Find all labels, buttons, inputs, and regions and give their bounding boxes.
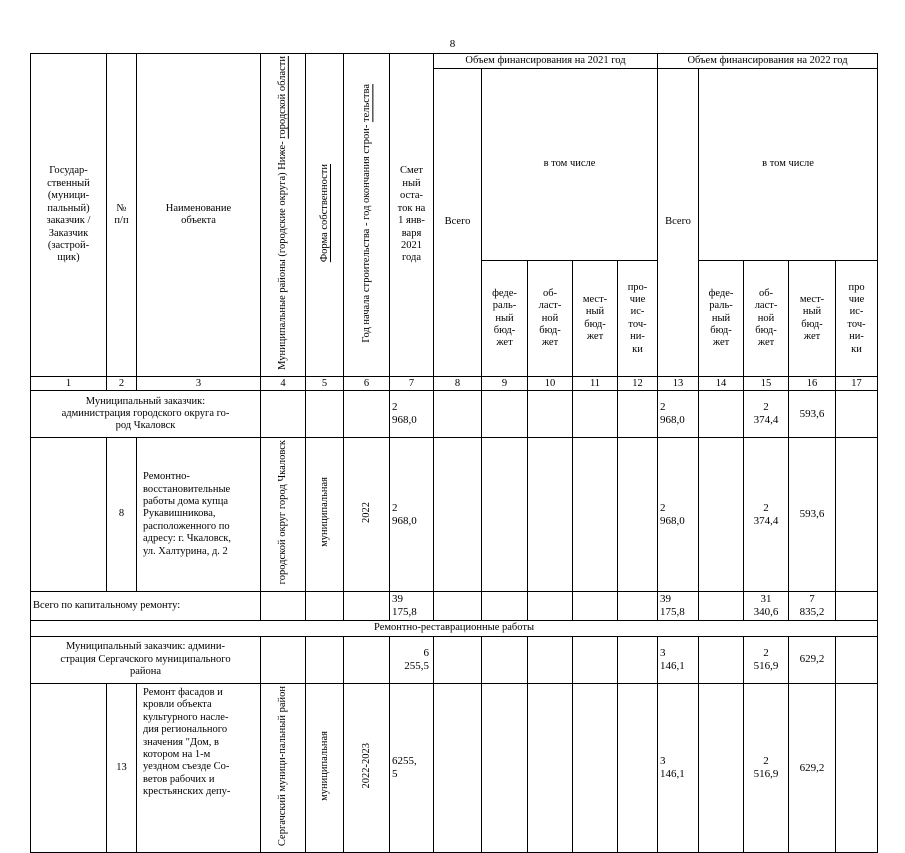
col-number: 4: [261, 377, 306, 391]
regional-2022-value: 2 516,9: [744, 683, 789, 853]
balance-value: 6255, 5: [390, 683, 434, 853]
col-number: 3: [137, 377, 261, 391]
table-row: [31, 391, 878, 438]
object-number: 8: [107, 438, 137, 592]
page-number: 8: [449, 38, 456, 50]
header-regional-2022: об- ласт- ной бюд- жет: [744, 261, 789, 377]
col-number: 11: [573, 377, 618, 391]
total-2022-value: 3 146,1: [658, 683, 699, 853]
total-label: Всего по капитальному ремонту:: [31, 591, 261, 620]
header-object: Наименование объекта: [137, 54, 261, 377]
object-ownership: муниципальная: [306, 438, 344, 592]
col-number: 10: [528, 377, 573, 391]
col-number: 5: [306, 377, 344, 391]
table-row: [31, 636, 878, 683]
header-num: № п/п: [107, 54, 137, 377]
total-2022-value: 2 968,0: [658, 391, 699, 438]
balance-value: 2 968,0: [390, 438, 434, 592]
col-number: 14: [699, 377, 744, 391]
header-including-2022: в том числе: [699, 69, 878, 261]
header-including-2021: в том числе: [482, 69, 658, 261]
header-other-2022: про чие ис- точ- ни- ки: [836, 261, 878, 377]
object-district: Сергачский муници-пальный район: [261, 683, 306, 853]
total-2022-value: 3 146,1: [658, 636, 699, 683]
header-local-2021: мест- ный бюд- жет: [573, 261, 618, 377]
header-total-2022: Всего: [658, 69, 699, 377]
local-2022-value: 7 835,2: [789, 591, 836, 620]
header-other-2021: про- чие ис- точ- ни- ки: [618, 261, 658, 377]
header-fin-2021: Объем финансирования на 2021 год: [434, 54, 658, 69]
regional-2022-value: 2 374,4: [744, 391, 789, 438]
financing-table: [30, 53, 878, 853]
object-years: 2022: [344, 438, 390, 592]
header-federal-2021: феде- раль- ный бюд- жет: [482, 261, 528, 377]
local-2022-value: 629,2: [789, 636, 836, 683]
balance-value: 2 968,0: [390, 391, 434, 438]
balance-value: 39 175,8: [390, 591, 434, 620]
col-number: 16: [789, 377, 836, 391]
object-number: 13: [107, 683, 137, 853]
col-number: 17: [836, 377, 878, 391]
total-2022-value: 39 175,8: [658, 591, 699, 620]
regional-2022-value: 2 516,9: [744, 636, 789, 683]
object-district: городской округ город Чкаловск: [261, 438, 306, 592]
customer-label: Муниципальный заказчик: админи- страция Сергачского муниципального района: [31, 636, 261, 683]
table-row: [31, 620, 878, 636]
section-header: Ремонтно-реставрационные работы: [31, 620, 878, 636]
col-number: 12: [618, 377, 658, 391]
local-2022-value: 593,6: [789, 391, 836, 438]
regional-2022-value: 31 340,6: [744, 591, 789, 620]
header-balance: Смет ный оста- ток на 1 янв- варя 2021 года: [390, 54, 434, 377]
object-ownership: муниципальная: [306, 683, 344, 853]
balance-value: 6 255,5: [390, 636, 434, 683]
header-years: Год начала строительства - год окончания строи- тельства: [344, 54, 390, 377]
col-number: 15: [744, 377, 789, 391]
object-name: Ремонтно- восстановительные работы дома купца Рукавишникова, расположенного по адресу: г. Чкаловск, ул. Халтурина, д. 2: [137, 438, 261, 592]
header-fin-2022: Объем финансирования на 2022 год: [658, 54, 878, 69]
col-number: 8: [434, 377, 482, 391]
header-customer: Государ- ственный (муници- пальный) заказчик / Заказчик (застрой- щик): [31, 54, 107, 377]
header-federal-2022: феде- раль- ный бюд- жет: [699, 261, 744, 377]
object-years: 2022-2023: [344, 683, 390, 853]
header-districts: Муниципальные районы (городские округа) Ниже- городской области: [261, 54, 306, 377]
table-row: [31, 438, 878, 592]
column-numbers-row: [31, 377, 878, 391]
col-number: 9: [482, 377, 528, 391]
table-row: [31, 683, 878, 853]
table-row: [31, 591, 878, 620]
local-2022-value: 593,6: [789, 438, 836, 592]
col-number: 13: [658, 377, 699, 391]
customer-label: Муниципальный заказчик: администрация городского округа го- род Чкаловск: [31, 391, 261, 438]
header-regional-2021: об- ласт- ной бюд- жет: [528, 261, 573, 377]
regional-2022-value: 2 374,4: [744, 438, 789, 592]
col-number: 7: [390, 377, 434, 391]
col-number: 1: [31, 377, 107, 391]
col-number: 2: [107, 377, 137, 391]
header-local-2022: мест- ный бюд- жет: [789, 261, 836, 377]
object-name: Ремонт фасадов и кровли объекта культурного насле- дия регионального значения "Дом, в котором на 1-м уездном съезде Со- ветов рабочих и крестьянских депу-: [137, 683, 261, 853]
local-2022-value: 629,2: [789, 683, 836, 853]
header-ownership: Форма собственности: [306, 54, 344, 377]
col-number: 6: [344, 377, 390, 391]
header-total-2021: Всего: [434, 69, 482, 377]
total-2022-value: 2 968,0: [658, 438, 699, 592]
